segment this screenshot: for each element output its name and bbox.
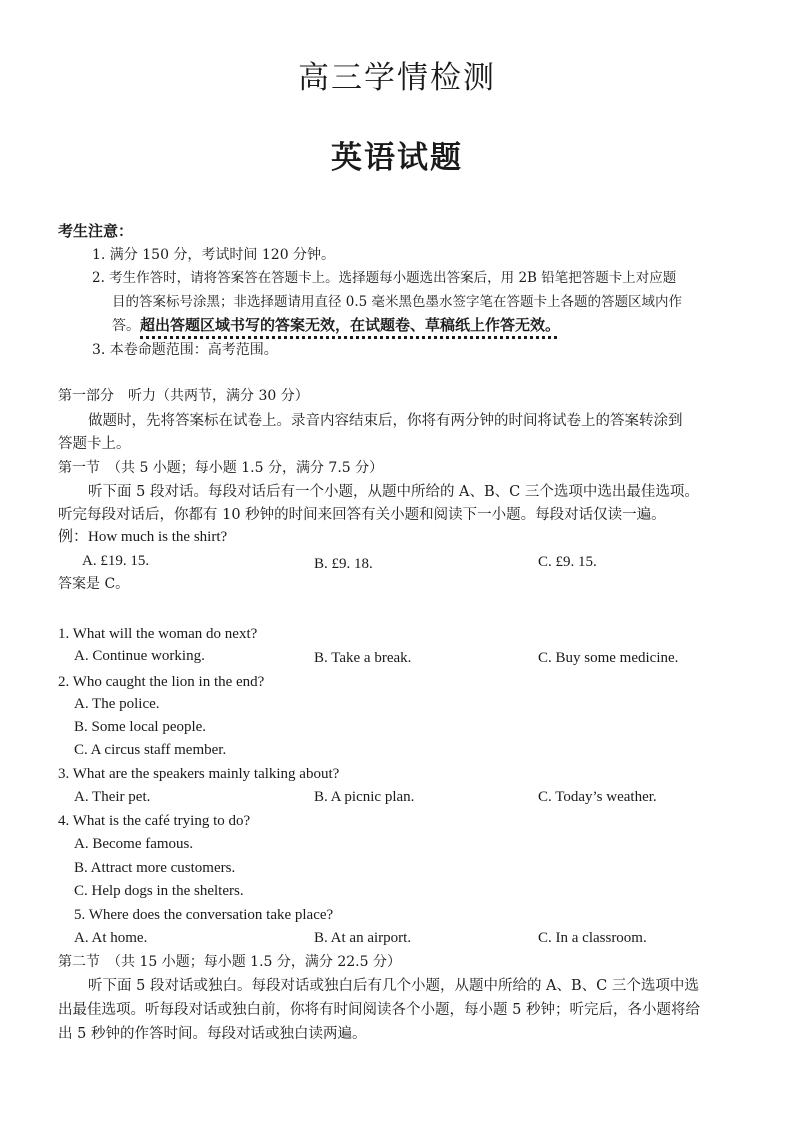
question-1-option-c: C. Buy some medicine. xyxy=(538,650,679,666)
example-question-text: 例：How much is the shirt? xyxy=(58,529,228,545)
question-1-option-a: A. Continue working. xyxy=(74,648,205,664)
section2-instr-line-1: 听下面 5 段对话或独白。每段对话或独白后有几个小题，从题中所给的 A、B、C 三个选项中选 xyxy=(88,978,699,994)
question-4-option-c: C. Help dogs in the shelters. xyxy=(74,883,244,899)
question-5-stem: 5. Where does the conversation take place? xyxy=(74,907,334,923)
question-2-option-a: A. The police. xyxy=(74,696,160,712)
question-4-option-b: B. Attract more customers. xyxy=(74,860,236,876)
question-4-stem: 4. What is the café trying to do? xyxy=(58,813,251,829)
question-5-option-c: C. In a classroom. xyxy=(538,930,647,946)
part1-intro-line-2: 答题卡上。 xyxy=(58,436,131,452)
example-question xyxy=(58,527,227,547)
notice-item-3: 3. 本卷命题范围：高考范围。 xyxy=(92,342,278,358)
section2-instr-line-2: 出最佳选项。听每段对话或独白前，你将有时间阅读各个小题，每小题 5 秒钟；听完后，各小题将给 xyxy=(58,1002,700,1018)
section1-instr-line-1: 听下面 5 段对话。每段对话后有一个小题，从题中所给的 A、B、C 三个选项中选出最佳选项。 xyxy=(88,484,699,500)
exam-title: 高三学情检测 xyxy=(298,60,496,96)
exam-subject: 英语试题 xyxy=(331,140,463,176)
question-1-stem: 1. What will the woman do next? xyxy=(58,626,258,642)
notice-emphasis: 超出答题区域书写的答案无效，在试题卷、草稿纸上作答无效。 xyxy=(140,316,561,334)
section1-instr-line-2: 听完每段对话后，你都有 10 秒钟的时间来回答有关小题和阅读下一小题。每段对话仅读一遍。 xyxy=(58,507,666,523)
question-2-option-b: B. Some local people. xyxy=(74,719,207,735)
notice-item-2-line-1: 2. 考生作答时，请将答案答在答题卡上。选择题每小题选出答案后，用 2B 铅笔把答题卡上对应题 xyxy=(92,270,677,286)
section1-heading: 第一节 （共 5 小题；每小题 1.5 分，满分 7.5 分） xyxy=(58,460,384,476)
question-3-option-a: A. Their pet. xyxy=(74,789,151,805)
example-option-b: B. £9. 18. xyxy=(314,556,373,572)
question-3-option-b: B. A picnic plan. xyxy=(314,789,415,805)
notice-item-1: 1. 满分 150 分，考试时间 120 分钟。 xyxy=(92,247,336,263)
question-3-stem: 3. What are the speakers mainly talking about? xyxy=(58,766,340,782)
example-option-a: A. £19. 15. xyxy=(82,553,150,569)
section2-instr-line-3: 出 5 秒钟的作答时间。每段对话或独白读两遍。 xyxy=(58,1026,367,1042)
notice-item-2-line-3 xyxy=(112,315,560,336)
question-5-option-b: B. At an airport. xyxy=(314,930,412,946)
example-answer: 答案是 C。 xyxy=(58,576,130,592)
question-3-option-c: C. Today’s weather. xyxy=(538,789,657,805)
question-5-option-a: A. At home. xyxy=(74,930,148,946)
question-4-option-a: A. Become famous. xyxy=(74,836,194,852)
notice-item-2-line-3-prefix: 答。 xyxy=(112,318,140,334)
question-2-stem: 2. Who caught the lion in the end? xyxy=(58,674,265,690)
question-1-option-b: B. Take a break. xyxy=(314,650,412,666)
part1-heading: 第一部分 听力（共两节，满分 30 分） xyxy=(58,388,309,404)
notice-item-2-line-2: 目的答案标号涂黑；非选择题请用直径 0.5 毫米黑色墨水签字笔在答题卡上各题的答题区域内作 xyxy=(112,294,683,310)
section2-heading: 第二节 （共 15 小题；每小题 1.5 分，满分 22.5 分） xyxy=(58,954,401,970)
question-2-option-c: C. A circus staff member. xyxy=(74,742,227,758)
notice-heading: 考生注意： xyxy=(58,222,134,240)
example-option-c: C. £9. 15. xyxy=(538,554,597,570)
part1-intro-line-1: 做题时，先将答案标在试卷上。录音内容结束后，你将有两分钟的时间将试卷上的答案转涂到 xyxy=(88,413,683,429)
